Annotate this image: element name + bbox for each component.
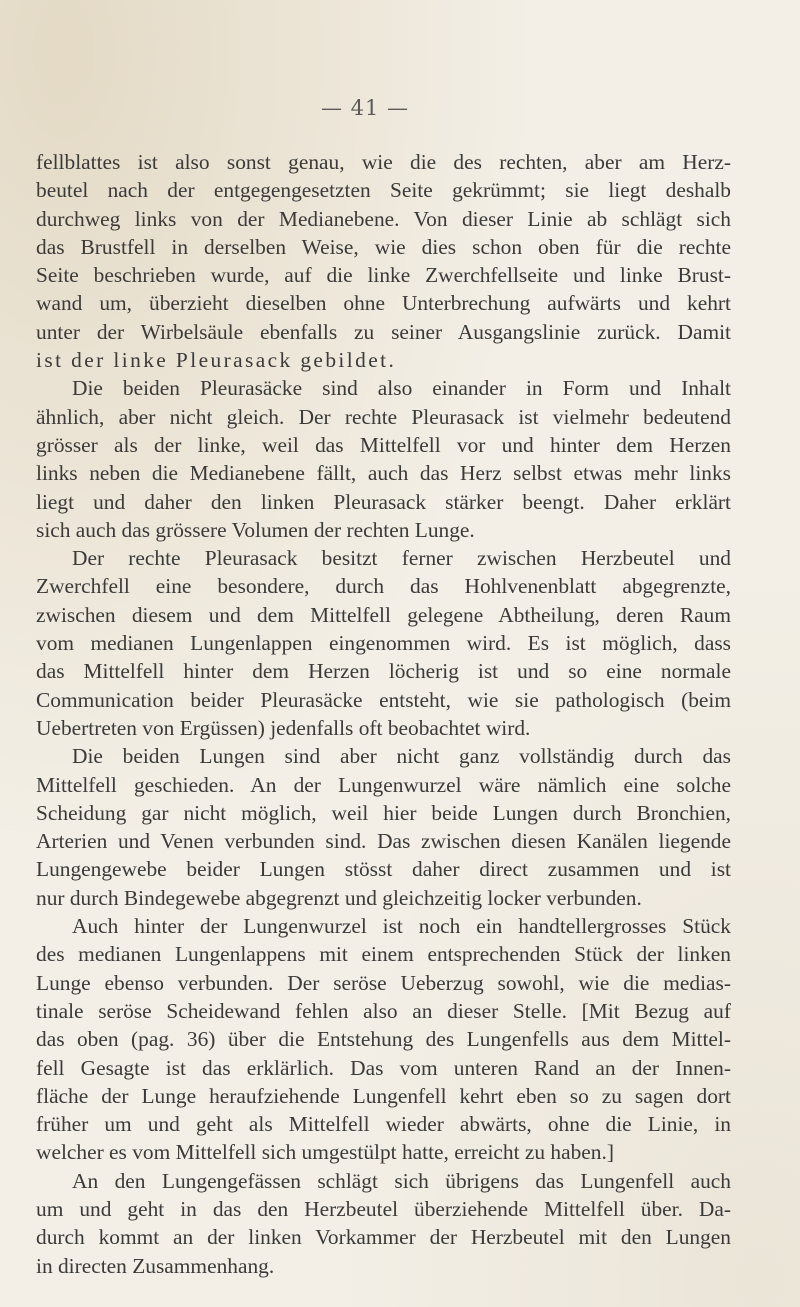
text-line: Die beiden Lungen sind aber nicht ganz vollständig durch das <box>72 744 731 769</box>
text-line: grösser als der linke, weil das Mittelfell vor und hinter dem Herzen <box>36 432 731 457</box>
text-line: An den Lungengefässen schlägt sich übrigens das Lungenfell auch <box>72 1168 731 1193</box>
text-line: früher um und geht als Mittelfell wieder abwärts, ohne die Linie, in <box>36 1112 731 1137</box>
text-line: fellblattes ist also sonst genau, wie die des rechten, aber am Herz- <box>36 150 731 174</box>
text-line: Arterien und Venen verbunden sind. Das zwischen diesen Kanälen liegende <box>36 829 731 854</box>
text-line: Seite beschrieben wurde, auf die linke Zwerchfellseite und linke Brust- <box>36 263 731 288</box>
text-line: nur durch Bindegewebe abgegrenzt und gleichzeitig locker verbunden. <box>36 885 642 910</box>
text-line: Communication beider Pleurasäcke entsteht, wie sie pathologisch (beim <box>36 687 731 712</box>
text-line: in directen Zusammenhang. <box>36 1253 275 1278</box>
text-line: Uebertreten von Ergüssen) jedenfalls oft beobachtet wird. <box>36 715 531 740</box>
text-line: Lungengewebe beider Lungen stösst daher direct zusammen und ist <box>36 857 731 882</box>
text-line: sich auch das grössere Volumen der rechten Lunge. <box>36 517 475 542</box>
text-line: Zwerchfell eine besondere, durch das Hohlvenenblatt abgegrenzte, <box>36 574 731 599</box>
text-line: welcher es vom Mittelfell sich umgestülpt hatte, erreicht zu haben.] <box>36 1140 614 1165</box>
text-line: Lunge ebenso verbunden. Der seröse Ueberzug sowohl, wie die medias- <box>36 970 731 995</box>
text-line: durch kommt an der linken Vorkammer der Herzbeutel mit den Lungen <box>36 1225 731 1250</box>
text-line: liegt und daher den linken Pleurasack stärker beengt. Daher erklärt <box>36 489 731 514</box>
text-line: um und geht in das den Herzbeutel überziehende Mittelfell über. Da- <box>36 1196 731 1221</box>
text-line: durchweg links von der Medianebene. Von dieser Linie ab schlägt sich <box>36 206 731 231</box>
text-line: wand um, überzieht dieselben ohne Unterbrechung aufwärts und kehrt <box>36 291 731 316</box>
text-line: fell Gesagte ist das erklärlich. Das vom unteren Rand an der Innen- <box>36 1055 731 1080</box>
text-line: beutel nach der entgegengesetzten Seite gekrümmt; sie liegt deshalb <box>36 178 731 203</box>
text-line: das oben (pag. 36) über die Entstehung des Lungenfells aus dem Mittel- <box>36 1027 731 1052</box>
text-line: das Mittelfell hinter dem Herzen löcherig ist und so eine normale <box>36 659 731 684</box>
text-line: Der rechte Pleurasack besitzt ferner zwischen Herzbeutel und <box>72 546 731 571</box>
text-line: tinale seröse Scheidewand fehlen also an dieser Stelle. [Mit Bezug auf <box>36 998 731 1023</box>
text-line: links neben die Medianebene fällt, auch das Herz selbst etwas mehr links <box>36 461 731 486</box>
text-line: unter der Wirbelsäule ebenfalls zu seiner Ausgangslinie zurück. Damit <box>36 319 731 344</box>
text-line: ähnlich, aber nicht gleich. Der rechte Pleurasack ist vielmehr bedeutend <box>36 404 731 429</box>
text-line: zwischen diesem und dem Mittelfell gelegene Abtheilung, deren Raum <box>36 602 731 627</box>
text-line: Scheidung gar nicht möglich, weil hier beide Lungen durch Bronchien, <box>36 800 731 825</box>
body-text <box>36 148 731 1280</box>
text-line: des medianen Lungenlappens mit einem entsprechenden Stück der linken <box>36 942 731 967</box>
text-line: fläche der Lunge heraufziehende Lungenfell kehrt eben so zu sagen dort <box>36 1083 731 1108</box>
text-line: ist der linke Pleurasack gebildet. <box>36 348 397 373</box>
text-line: vom medianen Lungenlappen eingenommen wird. Es ist möglich, dass <box>36 631 731 656</box>
text-line: Auch hinter der Lungenwurzel ist noch ein handtellergrosses Stück <box>72 914 731 939</box>
page-number: — 41 — <box>320 96 410 120</box>
text-line: das Brustfell in derselben Weise, wie dies schon oben für die rechte <box>36 234 731 259</box>
text-line: Mittelfell geschieden. An der Lungenwurzel wäre nämlich eine solche <box>36 772 731 797</box>
text-line: Die beiden Pleurasäcke sind also einander in Form und Inhalt <box>72 376 731 401</box>
